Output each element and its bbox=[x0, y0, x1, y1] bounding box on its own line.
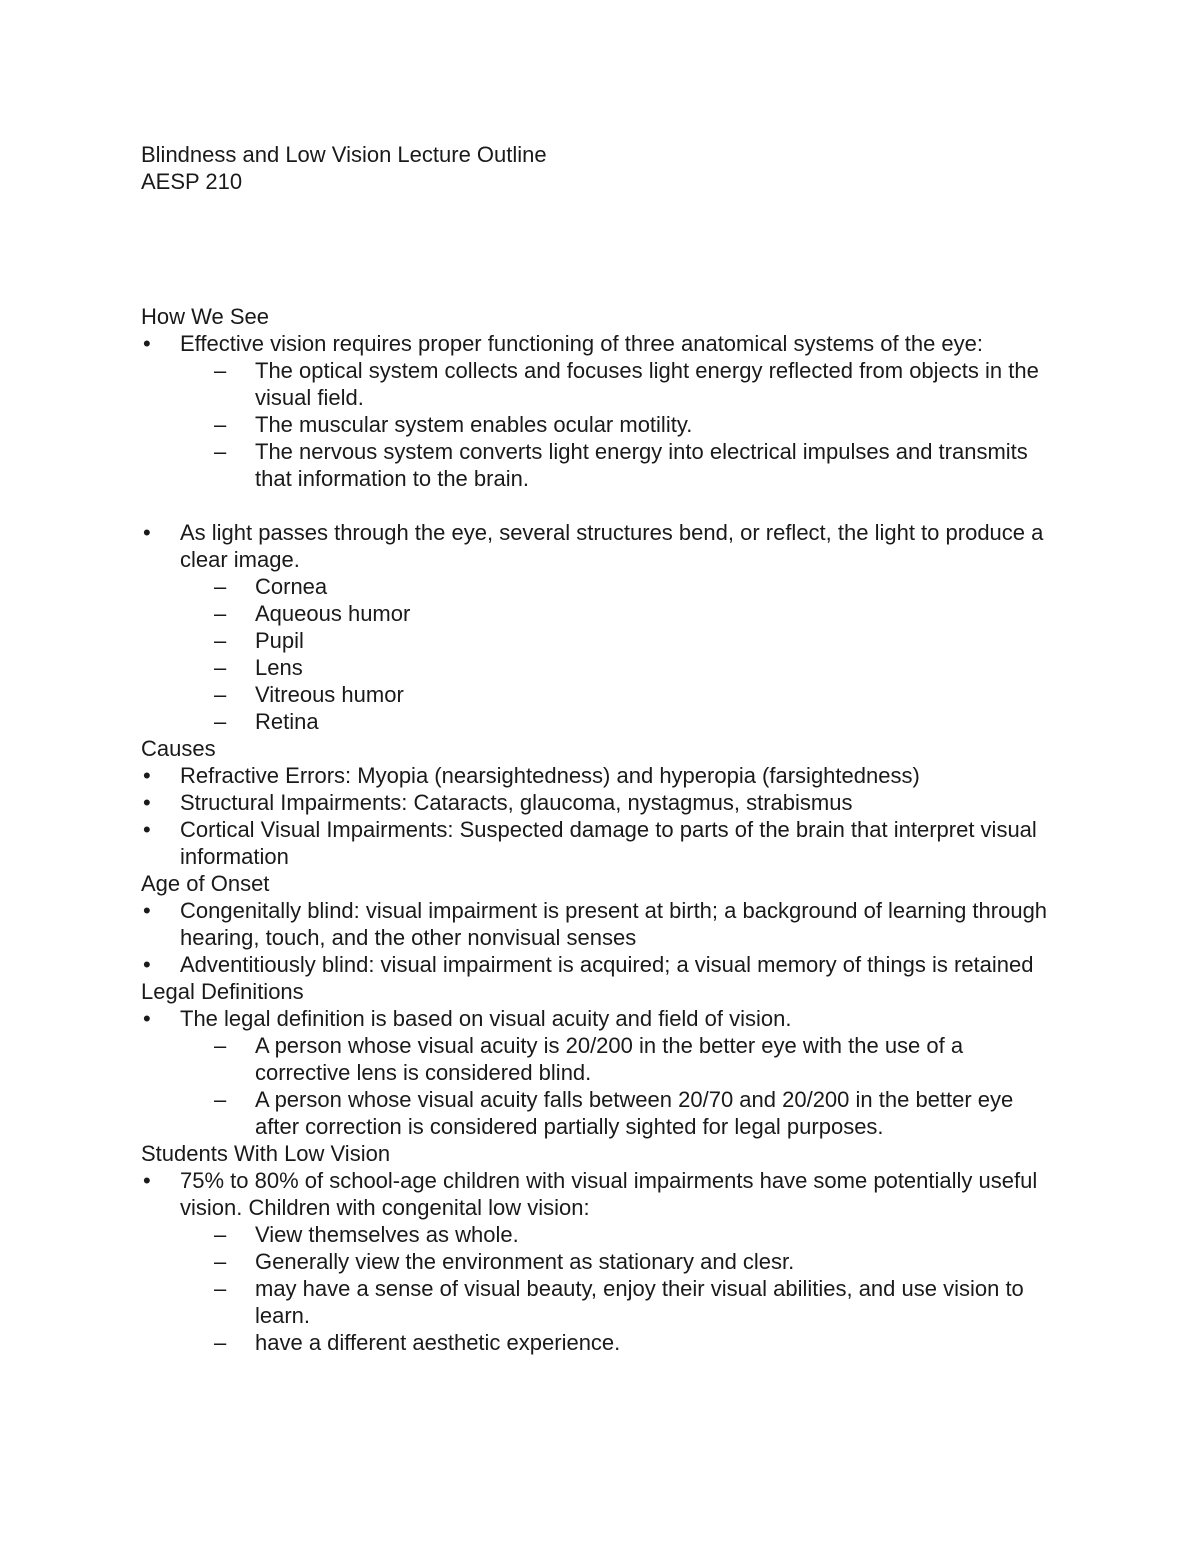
sub-item bbox=[141, 438, 1061, 492]
bullet-item bbox=[141, 951, 1061, 978]
sub-item bbox=[141, 681, 1061, 708]
sub-item bbox=[141, 357, 1061, 411]
sub-text: Retina bbox=[255, 709, 319, 734]
dash-mark: – bbox=[214, 655, 227, 680]
bullet-item bbox=[141, 762, 1061, 789]
section-heading-low-vision: Students With Low Vision bbox=[141, 1141, 391, 1166]
bullet-text: Refractive Errors: Myopia (nearsightedness) and hyperopia (farsightedness) bbox=[180, 763, 920, 788]
bullet-mark: • bbox=[143, 1006, 151, 1031]
sub-item bbox=[141, 1221, 1061, 1248]
sub-item bbox=[141, 708, 1061, 735]
sub-item bbox=[141, 600, 1061, 627]
dash-mark: – bbox=[214, 1087, 227, 1112]
sub-text: may have a sense of visual beauty, enjoy their visual abilities, and use vision to learn. bbox=[255, 1276, 1024, 1328]
sub-text: Lens bbox=[255, 655, 303, 680]
bullet-mark: • bbox=[143, 763, 151, 788]
bullet-item bbox=[141, 816, 1061, 870]
sub-item bbox=[141, 573, 1061, 600]
bullet-mark: • bbox=[143, 520, 151, 545]
sub-item bbox=[141, 1329, 1061, 1356]
section-heading-legal-definitions: Legal Definitions bbox=[141, 979, 304, 1004]
sub-text: have a different aesthetic experience. bbox=[255, 1330, 621, 1355]
bullet-text: Congenitally blind: visual impairment is present at birth; a background of learning through hearing, touch, and the other nonvisual senses bbox=[180, 898, 1048, 950]
dash-mark: – bbox=[214, 574, 227, 599]
bullet-text: Effective vision requires proper functioning of three anatomical systems of the eye: bbox=[180, 331, 984, 356]
sub-text: View themselves as whole. bbox=[255, 1222, 519, 1247]
bullet-item bbox=[141, 519, 1061, 573]
bullet-mark: • bbox=[143, 790, 151, 815]
sub-text: Vitreous humor bbox=[255, 682, 404, 707]
document-body bbox=[141, 141, 1061, 1356]
bullet-text: Adventitiously blind: visual impairment is acquired; a visual memory of things is retained bbox=[180, 952, 1034, 977]
dash-mark: – bbox=[214, 628, 227, 653]
sub-item bbox=[141, 1032, 1061, 1086]
bullet-mark: • bbox=[143, 1168, 151, 1193]
sub-text: The nervous system converts light energy into electrical impulses and transmits that information to the brain. bbox=[255, 439, 1028, 491]
dash-mark: – bbox=[214, 439, 227, 464]
bullet-text: Structural Impairments: Cataracts, glaucoma, nystagmus, strabismus bbox=[180, 790, 853, 815]
bullet-text: As light passes through the eye, several structures bend, or reflect, the light to produce a clear image. bbox=[180, 520, 1044, 572]
bullet-item bbox=[141, 1167, 1061, 1221]
sub-item bbox=[141, 1275, 1061, 1329]
section-heading-age-of-onset: Age of Onset bbox=[141, 871, 270, 896]
sub-item bbox=[141, 627, 1061, 654]
document-title: Blindness and Low Vision Lecture Outline bbox=[141, 142, 547, 167]
sub-text: Generally view the environment as stationary and clesr. bbox=[255, 1249, 795, 1274]
dash-mark: – bbox=[214, 412, 227, 437]
dash-mark: – bbox=[214, 1330, 227, 1355]
bullet-text: Cortical Visual Impairments: Suspected damage to parts of the brain that interpret visual information bbox=[180, 817, 1037, 869]
dash-mark: – bbox=[214, 1249, 227, 1274]
sub-text: The muscular system enables ocular motility. bbox=[255, 412, 693, 437]
sub-text: The optical system collects and focuses light energy reflected from objects in the visual field. bbox=[255, 358, 1039, 410]
dash-mark: – bbox=[214, 682, 227, 707]
dash-mark: – bbox=[214, 1033, 227, 1058]
bullet-mark: • bbox=[143, 898, 151, 923]
dash-mark: – bbox=[214, 1276, 227, 1301]
bullet-item bbox=[141, 1005, 1061, 1032]
bullet-mark: • bbox=[143, 952, 151, 977]
sub-item bbox=[141, 654, 1061, 681]
bullet-item bbox=[141, 789, 1061, 816]
sub-text: A person whose visual acuity is 20/200 in the better eye with the use of a corrective lens is considered blind. bbox=[255, 1033, 964, 1085]
course-code: AESP 210 bbox=[141, 169, 243, 194]
dash-mark: – bbox=[214, 358, 227, 383]
dash-mark: – bbox=[214, 1222, 227, 1247]
bullet-mark: • bbox=[143, 331, 151, 356]
bullet-text: 75% to 80% of school-age children with visual impairments have some potentially useful vision. Children with congenital low vision: bbox=[180, 1168, 1038, 1220]
sub-text: Aqueous humor bbox=[255, 601, 411, 626]
sub-text: Cornea bbox=[255, 574, 328, 599]
bullet-item bbox=[141, 330, 1061, 357]
sub-text: Pupil bbox=[255, 628, 304, 653]
dash-mark: – bbox=[214, 601, 227, 626]
dash-mark: – bbox=[214, 709, 227, 734]
sub-item bbox=[141, 1086, 1061, 1140]
bullet-item bbox=[141, 897, 1061, 951]
bullet-mark: • bbox=[143, 817, 151, 842]
section-heading-how-we-see: How We See bbox=[141, 304, 269, 329]
sub-item bbox=[141, 411, 1061, 438]
sub-text: A person whose visual acuity falls between 20/70 and 20/200 in the better eye after correction is considered partially sighted for legal purposes. bbox=[255, 1087, 1014, 1139]
sub-item bbox=[141, 1248, 1061, 1275]
spacer bbox=[141, 195, 1061, 303]
bullet-text: The legal definition is based on visual acuity and field of vision. bbox=[180, 1006, 792, 1031]
spacer bbox=[141, 492, 1061, 519]
section-heading-causes: Causes bbox=[141, 736, 216, 761]
